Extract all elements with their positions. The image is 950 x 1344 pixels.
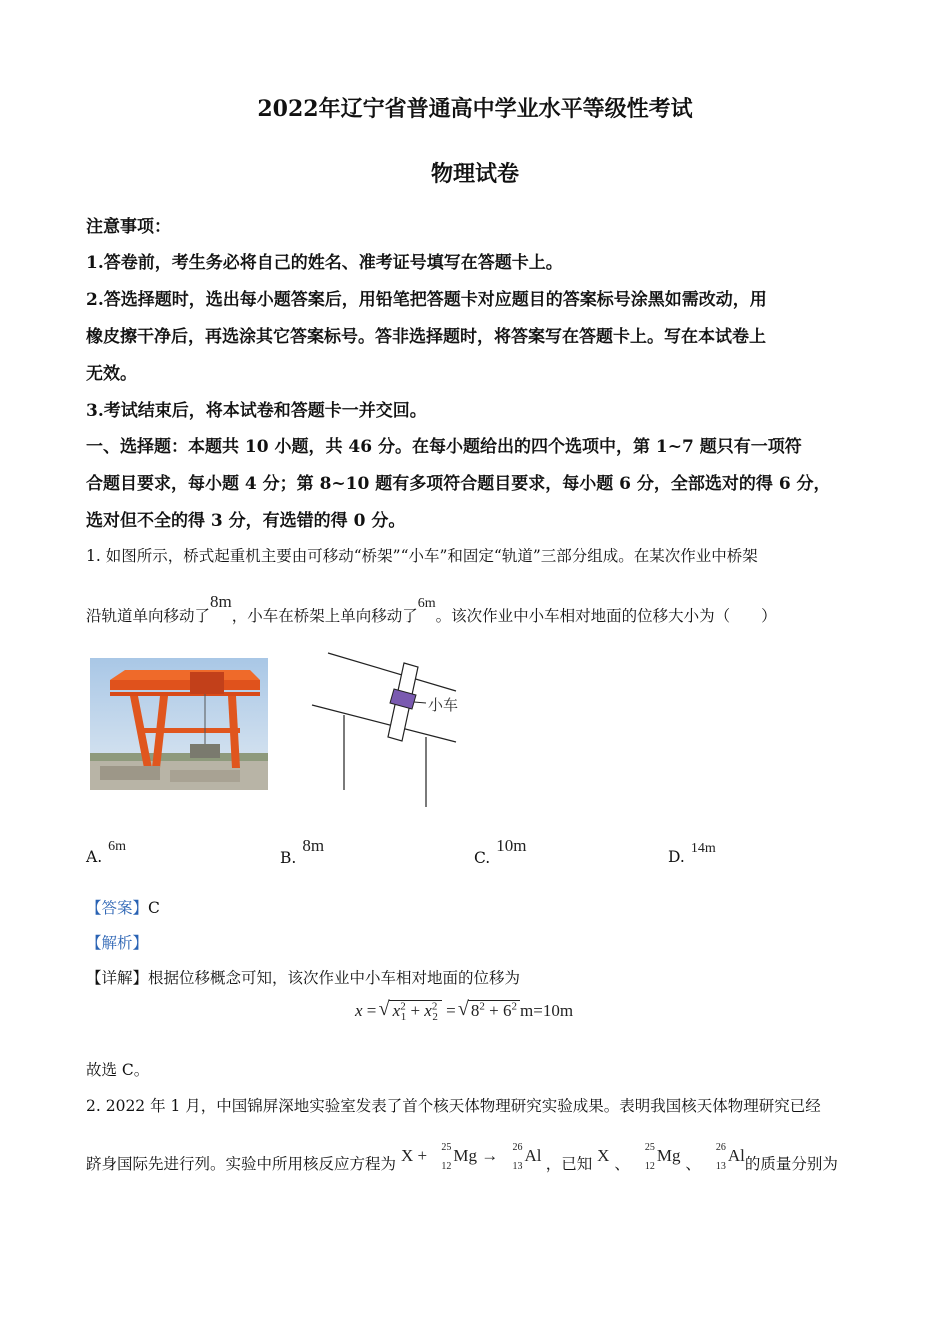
question-1-text-b: ，小车在桥架上单向移动了 (231, 607, 418, 625)
formula-x1: x (392, 1001, 401, 1020)
formula-result: m=10m (520, 1001, 574, 1020)
formula-x: x (355, 1001, 363, 1020)
question-1-line-1: 1. 如图所示，桥式起重机主要由可移动“桥架”“小车”和固定“轨道”三部分组成。在某次作业中桥架 (86, 547, 758, 565)
question-1-text-a: 沿轨道单向移动了 (86, 607, 211, 625)
notice-item-1: 1.答卷前，考生务必将自己的姓名、准考证号填写在答题卡上。 (86, 253, 563, 273)
formula-plus-2: + (489, 1001, 499, 1020)
notice-heading: 注意事项： (86, 217, 171, 237)
value-6m: 6m (417, 596, 436, 611)
exam-title: 2022年辽宁省普通高中学业水平等级性考试 (257, 96, 693, 122)
sqrt-1: √ $x^2_1 + x^2_2$ (389, 1000, 442, 1021)
analysis-tag: 【解析】 (86, 934, 149, 952)
mg-nuclide-numbers: 25 12 (441, 1142, 452, 1173)
notice-item-2-line-1: 2.答选择题时，选出每小题答案后，用铅笔把答题卡对应题目的答案标号涂黑如需改动，用 (86, 290, 767, 310)
question-2-line-1: 2. 2022 年 1 月，中国锦屏深地实验室发表了首个核天体物理研究实验成果。表明我国核天体物理研究已经 (86, 1097, 821, 1115)
notice-item-3: 3.考试结束后，将本试卷和答题卡一并交回。 (86, 401, 427, 421)
reaction-plus: + (417, 1146, 428, 1165)
crane-photo (90, 658, 268, 790)
nuclide-x: X (400, 1146, 414, 1165)
diagram-label-trolley: 小车 (428, 696, 459, 714)
detail-line: 【详解】根据位移概念可知，该次作业中小车相对地面的位移为 (86, 969, 521, 987)
option-b-value: 8m (302, 836, 325, 855)
question-1-line-2 (86, 592, 777, 626)
answer-tag: 【答案】 (86, 899, 149, 917)
formula-equals-2: = (446, 1001, 456, 1020)
option-c (474, 836, 527, 868)
formula-x2: x (424, 1001, 432, 1020)
option-b (280, 836, 325, 868)
formula-equals-1: = (366, 1001, 377, 1020)
question-1-text-c: 。该次作业中小车相对地面的位移大小为（ ） (435, 607, 777, 625)
formula-sup-4: 2 (511, 1000, 518, 1013)
formula-6: 6 (503, 1001, 512, 1020)
answer-line (86, 896, 160, 918)
formula-8: 8 (470, 1001, 480, 1020)
section-instruction-line-3: 选对但不全的得 3 分，有选错的得 0 分。 (86, 511, 406, 531)
section-instruction-line-1: 一、选择题：本题共 10 小题，共 46 分。在每小题给出的四个选项中，第 1~7 题只有一项符 (86, 437, 802, 457)
option-a (86, 839, 127, 867)
al-nuclide-2: 26 13 Al (715, 1142, 745, 1173)
nuclide-mg: Mg (453, 1146, 477, 1165)
formula-sup-2: 2 (431, 1000, 438, 1013)
question-2-text-b: ，已知 (545, 1155, 593, 1173)
notice-item-2-line-2: 橡皮擦干净后，再选涂其它答案标号。答非选择题时，将答案写在答题卡上。写在本试卷上 (86, 327, 766, 347)
formula-plus: + (410, 1001, 421, 1020)
al-nuclide-numbers: 26 13 (512, 1142, 523, 1173)
formula-sup-1: 2 (400, 1000, 406, 1013)
question-2-text-a: 跻身国际先进行列。实验中所用核反应方程为 (86, 1155, 397, 1173)
mg-nuclide-2: 25 12 Mg (644, 1142, 681, 1173)
separator-1: 、 (614, 1155, 630, 1173)
option-c-value: 10m (496, 836, 527, 855)
sqrt-2: √ $8^2 + 6^2$ (468, 1000, 520, 1021)
nuclide-al: Al (524, 1146, 542, 1165)
nuclide-x-2: X (597, 1146, 610, 1165)
answer-value: C (148, 899, 160, 917)
crane-schematic (306, 645, 476, 810)
option-d-value: 14m (690, 841, 716, 856)
exam-subtitle: 物理试卷 (430, 161, 519, 187)
option-d (668, 841, 716, 867)
reaction-equation (400, 1142, 546, 1173)
reaction-arrow: → (481, 1146, 499, 1165)
option-d-letter: D. (668, 848, 685, 866)
formula-sub-1: 1 (400, 1011, 407, 1024)
question-2-text-c: 的质量分别为 (744, 1155, 838, 1173)
option-c-letter: C. (474, 849, 491, 867)
question-2-line-2 (86, 1142, 838, 1178)
option-b-letter: B. (280, 849, 297, 867)
option-a-value: 6m (108, 839, 127, 854)
formula-sup-3: 2 (479, 1000, 485, 1013)
formula-sub-2: 2 (432, 1011, 438, 1024)
value-8m: 8m (210, 592, 232, 611)
separator-2: 、 (685, 1155, 701, 1173)
conclusion-line: 故选 C。 (86, 1061, 150, 1079)
option-a-letter: A. (86, 848, 103, 866)
notice-item-2-line-3: 无效。 (86, 364, 137, 384)
displacement-formula (355, 998, 574, 1024)
section-instruction-line-2: 合题目要求，每小题 4 分；第 8~10 题有多项符合题目要求，每小题 6 分，全部选对的得 6 分， (86, 474, 831, 494)
